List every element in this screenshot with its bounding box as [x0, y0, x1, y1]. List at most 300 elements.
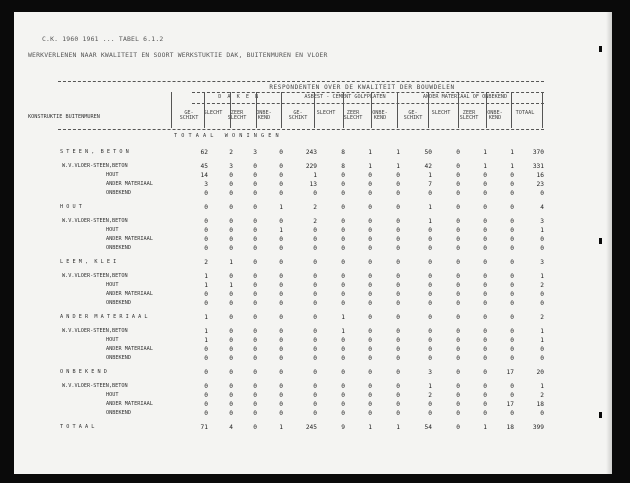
table-cell: 331	[532, 163, 544, 170]
header-mid-rule	[192, 92, 544, 93]
table-cell: 0	[483, 392, 487, 399]
row-label: HOUT	[106, 227, 119, 233]
table-cell: 1	[368, 424, 372, 431]
table-cell: 0	[428, 291, 432, 298]
column-header: SLECHT	[431, 110, 451, 116]
table-cell: 2	[204, 259, 208, 266]
table-cell: 3	[253, 149, 257, 156]
table-cell: 0	[279, 337, 283, 344]
table-cell: 1	[483, 424, 487, 431]
table-cell: 0	[456, 236, 460, 243]
header-line-1: C.K. 1960 1961 ... TABEL 6.1.2	[42, 35, 164, 43]
table-cell: 0	[396, 218, 400, 225]
table-cell: 0	[341, 172, 345, 179]
table-cell: 0	[510, 300, 514, 307]
row-label: ANDER MATERIAAL	[106, 346, 153, 352]
table-cell: 0	[229, 337, 233, 344]
table-cell: 0	[313, 227, 317, 234]
table-cell: 0	[341, 259, 345, 266]
table-cell: 0	[428, 227, 432, 234]
table-cell: 0	[510, 291, 514, 298]
table-cell: 0	[229, 314, 233, 321]
table-cell: 0	[368, 383, 372, 390]
table-cell: 0	[456, 424, 460, 431]
table-cell: 0	[456, 163, 460, 170]
column-header: ONBE- KEND	[372, 110, 388, 122]
table-cell: 1	[540, 328, 544, 335]
table-cell: 62	[200, 149, 208, 156]
column-rule	[343, 92, 344, 128]
table-cell: 0	[396, 401, 400, 408]
table-cell: 17	[506, 369, 514, 376]
table-cell: 0	[456, 181, 460, 188]
table-cell: 0	[279, 236, 283, 243]
subheader-asbest: ASBEST - CEMENT GOLFPLATEN	[304, 94, 386, 100]
table-cell: 0	[279, 259, 283, 266]
table-cell: 1	[204, 282, 208, 289]
table-cell: 0	[368, 337, 372, 344]
subheader-ander: ANDER MATERIAAL OF ONBEKEND	[422, 94, 508, 100]
table-cell: 0	[313, 392, 317, 399]
table-cell: 0	[510, 282, 514, 289]
group-header: RESPONDENTEN OVER DE KWALITEIT DER BOUWDELEN	[269, 84, 455, 91]
table-cell: 0	[483, 369, 487, 376]
table-cell: 0	[341, 181, 345, 188]
column-rule	[542, 92, 543, 128]
table-cell: 0	[456, 282, 460, 289]
table-cell: 2	[313, 204, 317, 211]
table-cell: 229	[305, 163, 317, 170]
table-cell: 0	[253, 424, 257, 431]
table-cell: 1	[204, 328, 208, 335]
table-cell: 0	[540, 300, 544, 307]
table-cell: 0	[510, 392, 514, 399]
table-cell: 0	[313, 300, 317, 307]
table-cell: 0	[396, 300, 400, 307]
table-cell: 3	[204, 181, 208, 188]
table-cell: 0	[253, 392, 257, 399]
table-cell: 0	[279, 346, 283, 353]
table-cell: 1	[428, 383, 432, 390]
column-rule	[397, 92, 398, 128]
column-header: GE- SCHIKT	[288, 110, 308, 122]
table-cell: 0	[204, 401, 208, 408]
table-cell: 1	[368, 163, 372, 170]
table-cell: 0	[540, 410, 544, 417]
table-cell: 0	[428, 401, 432, 408]
table-cell: 0	[540, 355, 544, 362]
table-cell: 0	[456, 149, 460, 156]
table-cell: 1	[341, 328, 345, 335]
table-cell: 0	[428, 282, 432, 289]
table-cell: 0	[253, 300, 257, 307]
column-header: ZEER SLECHT	[459, 110, 479, 122]
table-cell: 0	[279, 314, 283, 321]
punch-mark	[599, 238, 602, 244]
table-cell: 0	[456, 245, 460, 252]
table-cell: 0	[510, 204, 514, 211]
column-header: GE- SCHIKT	[179, 110, 199, 122]
table-cell: 0	[456, 291, 460, 298]
table-cell: 0	[456, 314, 460, 321]
column-rule	[281, 92, 282, 128]
table-cell: 0	[229, 392, 233, 399]
table-cell: 0	[483, 227, 487, 234]
table-cell: 0	[456, 227, 460, 234]
table-cell: 0	[341, 392, 345, 399]
table-cell: 0	[368, 369, 372, 376]
table-cell: 0	[229, 369, 233, 376]
table-cell: 1	[540, 383, 544, 390]
table-cell: 0	[456, 218, 460, 225]
table-cell: 0	[483, 190, 487, 197]
table-cell: 0	[540, 291, 544, 298]
table-cell: 0	[313, 355, 317, 362]
table-cell: 0	[341, 291, 345, 298]
table-cell: 3	[540, 259, 544, 266]
table-cell: 0	[253, 245, 257, 252]
table-cell: 0	[229, 401, 233, 408]
table-cell: 0	[341, 204, 345, 211]
column-rule	[371, 92, 372, 128]
table-cell: 0	[229, 204, 233, 211]
table-cell: 0	[428, 245, 432, 252]
punch-mark	[599, 46, 602, 52]
table-cell: 0	[253, 346, 257, 353]
row-label: ONBEKEND	[106, 355, 131, 361]
table-cell: 0	[341, 410, 345, 417]
table-cell: 0	[510, 273, 514, 280]
row-label: ONBEKEND	[106, 245, 131, 251]
table-cell: 0	[456, 300, 460, 307]
table-cell: 0	[428, 259, 432, 266]
column-header: ONBE- KEND	[487, 110, 503, 122]
table-cell: 2	[229, 149, 233, 156]
table-cell: 20	[536, 369, 544, 376]
table-cell: 0	[483, 291, 487, 298]
table-cell: 0	[483, 300, 487, 307]
table-cell: 0	[456, 355, 460, 362]
table-cell: 1	[279, 424, 283, 431]
table-cell: 0	[253, 172, 257, 179]
table-cell: 1	[313, 172, 317, 179]
table-cell: 0	[313, 273, 317, 280]
table-cell: 0	[510, 328, 514, 335]
table-cell: 0	[341, 346, 345, 353]
table-cell: 0	[279, 273, 283, 280]
table-cell: 0	[428, 300, 432, 307]
row-label: W.V.VLOER-STEEN,BETON	[62, 163, 128, 169]
row-label: W.V.VLOER-STEEN,BETON	[62, 328, 128, 334]
table-cell: 0	[313, 259, 317, 266]
table-cell: 0	[313, 190, 317, 197]
table-cell: 0	[483, 383, 487, 390]
table-cell: 0	[396, 190, 400, 197]
table-cell: 0	[341, 236, 345, 243]
table-cell: 0	[253, 181, 257, 188]
column-header: GE- SCHIKT	[403, 110, 423, 122]
table-cell: 1	[204, 337, 208, 344]
table-cell: 0	[396, 383, 400, 390]
table-cell: 2	[428, 392, 432, 399]
table-cell: 0	[253, 204, 257, 211]
table-cell: 243	[305, 149, 317, 156]
table-cell: 50	[424, 149, 432, 156]
table-cell: 4	[229, 424, 233, 431]
table-cell: 0	[313, 410, 317, 417]
table-cell: 0	[510, 410, 514, 417]
column-rule	[428, 92, 429, 128]
table-cell: 0	[396, 410, 400, 417]
table-cell: 2	[540, 392, 544, 399]
table-cell: 0	[341, 355, 345, 362]
table-cell: 0	[368, 328, 372, 335]
table-cell: 1	[540, 273, 544, 280]
table-cell: 0	[456, 369, 460, 376]
table-cell: 0	[341, 369, 345, 376]
table-cell: 0	[368, 236, 372, 243]
table-cell: 0	[313, 291, 317, 298]
table-cell: 0	[540, 190, 544, 197]
table-cell: 0	[313, 346, 317, 353]
table-cell: 0	[428, 236, 432, 243]
document-page	[14, 12, 612, 474]
table-cell: 0	[341, 273, 345, 280]
table-cell: 0	[368, 346, 372, 353]
table-cell: 71	[200, 424, 208, 431]
table-cell: 0	[428, 273, 432, 280]
table-cell: 17	[506, 401, 514, 408]
table-cell: 0	[368, 410, 372, 417]
table-cell: 0	[456, 392, 460, 399]
table-cell: 0	[253, 163, 257, 170]
row-label: HOUT	[106, 282, 119, 288]
table-cell: 0	[456, 401, 460, 408]
table-cell: 0	[483, 204, 487, 211]
table-cell: 1	[279, 227, 283, 234]
table-cell: 0	[253, 328, 257, 335]
table-cell: 0	[540, 245, 544, 252]
table-cell: 0	[483, 236, 487, 243]
table-cell: 0	[279, 401, 283, 408]
table-cell: 14	[200, 172, 208, 179]
column-rule	[486, 92, 487, 128]
table-cell: 0	[456, 172, 460, 179]
table-cell: 0	[229, 245, 233, 252]
row-label: HOUT	[106, 337, 119, 343]
table-cell: 0	[396, 181, 400, 188]
row-label: ONBEKEND	[106, 300, 131, 306]
table-cell: 0	[428, 328, 432, 335]
table-cell: 1	[368, 149, 372, 156]
table-cell: 0	[279, 218, 283, 225]
table-cell: 1	[396, 424, 400, 431]
table-cell: 0	[540, 346, 544, 353]
table-cell: 0	[396, 337, 400, 344]
table-cell: 0	[279, 190, 283, 197]
table-cell: 0	[279, 149, 283, 156]
table-top-rule	[58, 81, 544, 82]
table-cell: 0	[313, 314, 317, 321]
table-cell: 0	[396, 259, 400, 266]
column-rule	[511, 92, 512, 128]
table-cell: 0	[341, 337, 345, 344]
table-cell: 0	[341, 190, 345, 197]
table-cell: 0	[253, 259, 257, 266]
table-cell: 45	[200, 163, 208, 170]
table-cell: 0	[341, 282, 345, 289]
subheader-daken: D A K E N	[218, 94, 260, 100]
table-cell: 0	[229, 181, 233, 188]
table-cell: 0	[229, 236, 233, 243]
header-sub-rule	[192, 103, 544, 104]
table-cell: 0	[279, 181, 283, 188]
table-cell: 0	[483, 181, 487, 188]
table-cell: 0	[483, 218, 487, 225]
table-cell: 0	[204, 218, 208, 225]
table-cell: 0	[279, 163, 283, 170]
table-cell: 2	[540, 282, 544, 289]
table-cell: 0	[253, 369, 257, 376]
table-cell: 0	[396, 314, 400, 321]
table-cell: 0	[510, 181, 514, 188]
table-cell: 23	[536, 181, 544, 188]
punch-mark	[599, 412, 602, 418]
row-label: HOUT	[106, 392, 119, 398]
table-cell: 0	[510, 355, 514, 362]
row-label: ONBEKEND	[106, 410, 131, 416]
table-cell: 0	[510, 218, 514, 225]
table-cell: 0	[456, 273, 460, 280]
table-cell: 1	[396, 149, 400, 156]
table-cell: 0	[204, 291, 208, 298]
table-cell: 0	[341, 227, 345, 234]
table-cell: 0	[483, 259, 487, 266]
table-cell: 370	[532, 149, 544, 156]
table-cell: 0	[253, 282, 257, 289]
table-cell: 0	[204, 204, 208, 211]
column-header: SLECHT	[203, 110, 223, 116]
table-cell: 0	[483, 314, 487, 321]
table-cell: 0	[229, 172, 233, 179]
table-cell: 0	[456, 337, 460, 344]
table-cell: 0	[510, 346, 514, 353]
table-cell: 0	[313, 337, 317, 344]
column-header: ONBE- KEND	[256, 110, 272, 122]
table-cell: 0	[396, 392, 400, 399]
table-cell: 0	[368, 282, 372, 289]
table-cell: 0	[229, 346, 233, 353]
table-cell: 0	[456, 328, 460, 335]
table-cell: 0	[204, 245, 208, 252]
table-cell: 1	[428, 218, 432, 225]
table-cell: 0	[368, 314, 372, 321]
table-cell: 16	[536, 172, 544, 179]
table-cell: 0	[313, 282, 317, 289]
table-cell: 0	[368, 259, 372, 266]
table-cell: 0	[279, 369, 283, 376]
table-cell: 0	[253, 227, 257, 234]
row-label: H O U T	[60, 204, 82, 210]
table-cell: 0	[229, 227, 233, 234]
row-label: O N B E K E N D	[60, 369, 107, 375]
table-cell: 0	[253, 410, 257, 417]
column-rule	[314, 92, 315, 128]
table-cell: 0	[229, 218, 233, 225]
table-cell: 0	[396, 328, 400, 335]
total-caption: T O T A A L W O N I N G E N	[174, 133, 280, 139]
table-cell: 0	[279, 328, 283, 335]
table-cell: 0	[396, 355, 400, 362]
table-cell: 0	[396, 273, 400, 280]
table-cell: 1	[483, 149, 487, 156]
table-cell: 0	[229, 383, 233, 390]
table-cell: 0	[341, 401, 345, 408]
column-header: ZEER SLECHT	[227, 110, 247, 122]
table-cell: 1	[204, 273, 208, 280]
row-label: HOUT	[106, 172, 119, 178]
table-cell: 0	[341, 218, 345, 225]
table-cell: 0	[368, 204, 372, 211]
table-cell: 0	[483, 337, 487, 344]
table-cell: 0	[456, 410, 460, 417]
table-cell: 0	[253, 314, 257, 321]
row-label: ANDER MATERIAAL	[106, 181, 153, 187]
column-rule	[204, 92, 205, 128]
table-cell: 0	[204, 190, 208, 197]
table-cell: 0	[313, 401, 317, 408]
table-cell: 0	[204, 300, 208, 307]
table-cell: 9	[341, 424, 345, 431]
table-cell: 0	[229, 410, 233, 417]
table-cell: 0	[279, 392, 283, 399]
table-cell: 1	[341, 314, 345, 321]
table-cell: 0	[253, 401, 257, 408]
table-cell: 0	[510, 383, 514, 390]
table-cell: 0	[313, 369, 317, 376]
table-cell: 0	[483, 401, 487, 408]
table-cell: 0	[396, 369, 400, 376]
table-cell: 0	[279, 282, 283, 289]
table-cell: 0	[396, 245, 400, 252]
table-cell: 0	[279, 245, 283, 252]
table-cell: 0	[368, 181, 372, 188]
table-cell: 0	[396, 172, 400, 179]
table-cell: 1	[396, 163, 400, 170]
table-cell: 0	[396, 227, 400, 234]
table-cell: 0	[428, 190, 432, 197]
table-cell: 0	[368, 355, 372, 362]
table-cell: 0	[279, 291, 283, 298]
table-cell: 0	[229, 300, 233, 307]
table-cell: 0	[253, 190, 257, 197]
table-cell: 1	[483, 163, 487, 170]
table-cell: 0	[396, 204, 400, 211]
table-cell: 0	[428, 314, 432, 321]
table-cell: 0	[456, 383, 460, 390]
table-cell: 54	[424, 424, 432, 431]
table-cell: 1	[510, 149, 514, 156]
table-cell: 0	[483, 172, 487, 179]
table-cell: 0	[204, 227, 208, 234]
table-cell: 0	[540, 236, 544, 243]
table-cell: 0	[279, 410, 283, 417]
table-cell: 0	[204, 383, 208, 390]
table-cell: 0	[483, 410, 487, 417]
table-cell: 2	[540, 314, 544, 321]
table-cell: 0	[510, 337, 514, 344]
row-label: ANDER MATERIAAL	[106, 401, 153, 407]
